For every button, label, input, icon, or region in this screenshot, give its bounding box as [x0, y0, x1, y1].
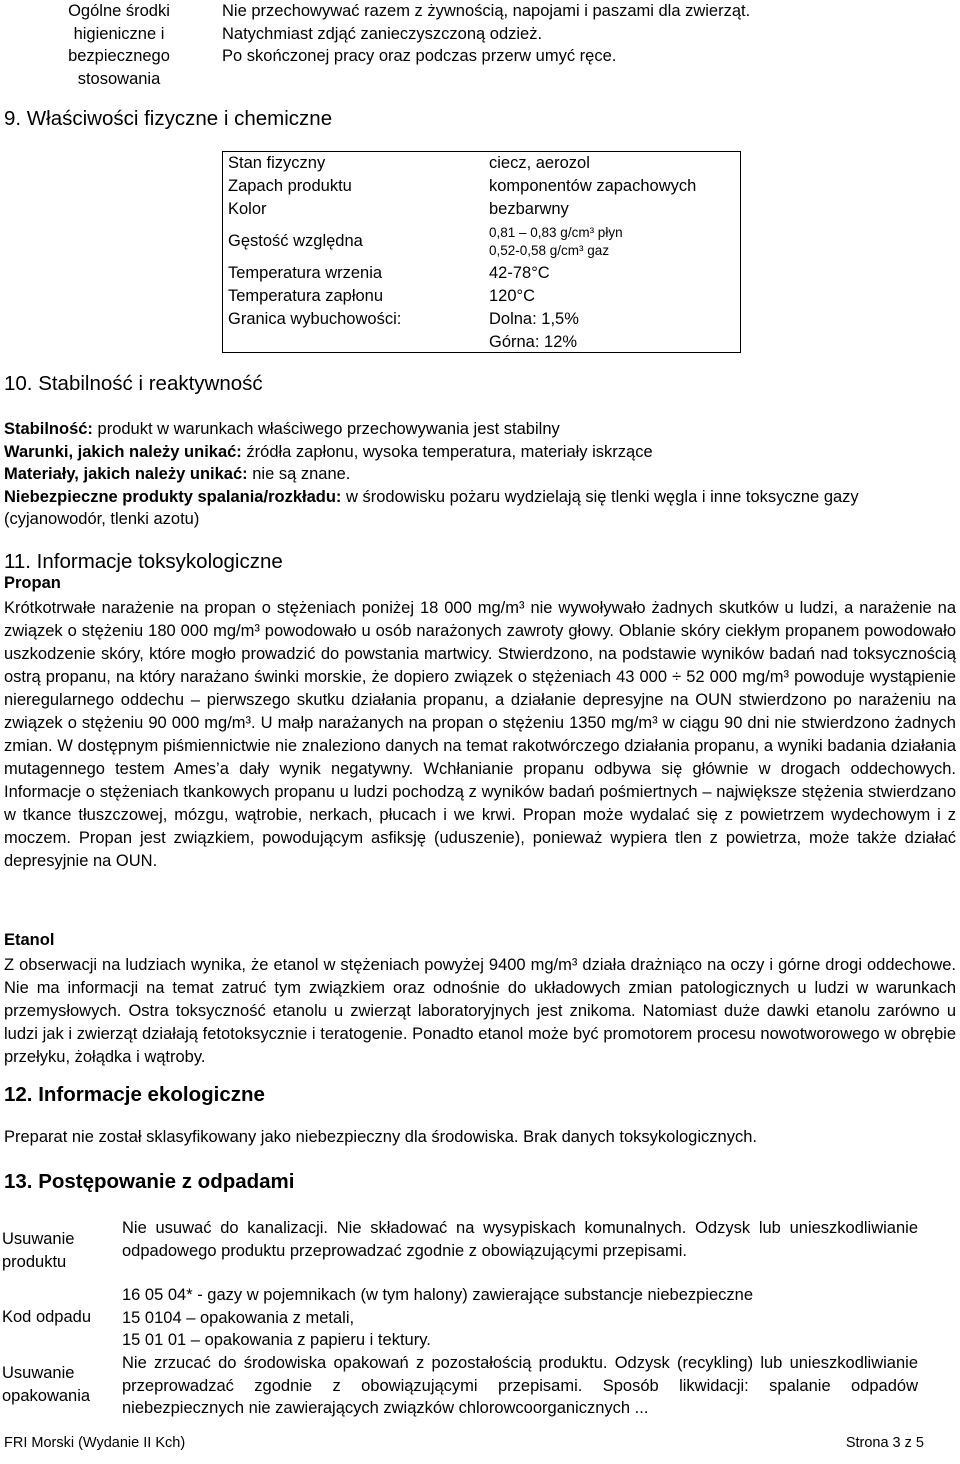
hygiene-label: Ogólne środki higieniczne i bezpiecznego stosowania: [68, 2, 170, 88]
property-value: Górna: 12%: [489, 333, 578, 351]
etanol-title: Etanol: [4, 931, 55, 949]
disposal-product-label: Usuwanie produktu: [2, 1230, 75, 1271]
property-value: Dolna: 1,5%: [489, 310, 579, 328]
property-key: Stan fizyczny: [228, 154, 326, 172]
propan-text: Krótkotrwałe narażenie na propan o stężeniach poniżej 18 000 mg/m³ nie wywoływało żadnych skutków u ludzi, a narażenie na związek o stężeniu 180 000 mg/m³ powodowało u osób narażonych zawroty głowy. Oblanie skóry ciekłym propanem powodowało uszkodzenie skóry, które mogło prowadzić do powstania martwicy. Stwierdzono, na podstawie wyników badań nad toksycznością ostrą propanu, na który narażano świnki morskie, że dopiero związek o stężeniach 43 000 ÷ 52 000 mg/m³ powoduje wystąpienie nieregularnego oddechu – pierwszego skutku działania propanu, a działanie depresyjne na OUN stwierdzono po narażeniu na związek o stężeniu 90 000 mg/m³. U małp narażanych na propan o stężeniu 1350 mg/m³ w ciągu 90 dni nie stwierdzono żadnych zmian. W dostępnym piśmiennictwie nie znaleziono danych na temat rakotwórczego działania propanu, a wyniki badania działania mutagennego testem Ames’a dały wynik negatywny. Wchłanianie propanu odbywa się głównie w drogach oddechowych. Informacje o stężeniach tkankowych propanu u ludzi pochodzą z wyników badań pośmiertnych – największe stężenia stwierdzano w tkance tłuszczowej, mózgu, wątrobie, nerkach, płucach i we krwi. Propan może wydalać się z powietrzem wydechowym i z moczem. Propan jest związkiem, powodującym asfiksję (uduszenie), ponieważ wypiera tlen z powietrza, może także działać depresyjnie na OUN.: [4, 599, 956, 870]
hazardous-label: Niebezpieczne produkty spalania/rozkładu:: [4, 487, 342, 506]
stability-text: produkt w warunkach właściwego przechowywania jest stabilny: [92, 420, 560, 438]
etanol-text: Z obserwacji na ludziach wynika, że etanol w stężeniach powyżej 9400 mg/m³ działa drażniąco na oczy i górne drogi oddechowe. Nie ma informacji na temat zatruć tym związkiem oraz odnośnie do układowych zmian patologicznych u ludzi w warunkach przemysłowych. Ostra toksyczność etanolu u zwierząt laboratoryjnych jest znikoma. Natomiast duże dawki etanolu zarówno u ludzi jak i zwierząt działają fetotoksycznie i teratogenie. Ponadto etanol może być promotorem procesu nowotworowego w obrębie przełyku, żołądka i wątroby.: [4, 956, 956, 1066]
hygiene-line: Po skończonej pracy oraz podczas przerw umyć ręce.: [222, 47, 617, 65]
stability-line: [4, 418, 956, 441]
hygiene-line: Natychmiast zdjąć zanieczyszczoną odzież.: [222, 24, 543, 43]
section-11-title: 11. Informacje toksykologiczne: [4, 550, 283, 573]
disposal-packaging-text: Nie zrzucać do środowiska opakowań z pozostałością produktu. Odzysk (recykling) lub unieszkodliwianie przeprowadzać zgodnie z obowiązującymi przepisami. Sposób likwidacji: spalanie odpadów niebezpiecznych nie zawierających związków chlorowcoorganicznych ...: [122, 1354, 918, 1417]
properties-table: [222, 151, 741, 353]
conditions-text: źródła zapłonu, wysoka temperatura, materiały iskrzące: [241, 442, 653, 461]
waste-code-item: 15 0104 – opakowania z metali,: [122, 1308, 355, 1327]
stability-label: Stabilność:: [4, 420, 93, 438]
property-key: Zapach produktu: [228, 177, 352, 195]
hazardous-line: [4, 486, 956, 531]
disposal-packaging-label: Usuwanie opakowania: [2, 1364, 91, 1405]
property-key: Temperatura zapłonu: [228, 287, 384, 305]
disposal-product-text: Nie usuwać do kanalizacji. Nie składować na wysypiskach komunalnych. Odzysk lub unieszkodliwianie odpadowego produktu przeprowadzać zgodnie z obowiązującymi przepisami.: [122, 1219, 918, 1260]
waste-code-list: [122, 1284, 918, 1352]
stability-block: [4, 418, 956, 531]
property-value: 0,81 – 0,83 g/cm³ płyn: [489, 225, 623, 240]
waste-code-item: 15 01 01 – opakowania z papieru i tektury.: [122, 1331, 431, 1349]
property-value: bezbarwny: [489, 200, 569, 218]
property-value: 120°C: [489, 287, 536, 305]
section-9-title: 9. Właściwości fizyczne i chemiczne: [4, 107, 333, 130]
conditions-label: Warunki, jakich należy unikać:: [4, 442, 242, 461]
property-value: 42-78°C: [489, 264, 550, 282]
page-footer: [4, 1435, 924, 1451]
section-12-text: Preparat nie został sklasyfikowany jako niebezpieczny dla środowiska. Brak danych toksykologicznych.: [4, 1128, 757, 1146]
property-value: ciecz, aerozol: [489, 154, 590, 172]
conditions-line: [4, 441, 956, 464]
property-key: Gęstość względna: [228, 232, 363, 250]
section-12-title: 12. Informacje ekologiczne: [4, 1083, 265, 1106]
propan-title: Propan: [4, 574, 61, 592]
footer-page-number: Strona 3 z 5: [845, 1435, 924, 1451]
section-13-title: 13. Postępowanie z odpadami: [4, 1170, 295, 1193]
property-key: Temperatura wrzenia: [228, 264, 383, 282]
materials-label: Materiały, jakich należy unikać:: [4, 465, 248, 483]
property-value: komponentów zapachowych: [489, 177, 697, 195]
waste-code-item: 16 05 04* - gazy w pojemnikach (w tym halony) zawierające substancje niebezpieczne: [122, 1286, 753, 1304]
materials-line: [4, 463, 956, 486]
waste-code-label: Kod odpadu: [2, 1308, 92, 1326]
materials-text: nie są znane.: [247, 465, 351, 483]
property-key: Granica wybuchowości:: [228, 310, 402, 328]
footer-document-id: FRI Morski (Wydanie II Kch): [4, 1435, 186, 1451]
property-value-secondary: 0,52-0,58 g/cm³ gaz: [489, 243, 610, 258]
hygiene-lines: [222, 0, 750, 68]
section-10-title: 10. Stabilność i reaktywność: [4, 372, 263, 395]
property-key: Kolor: [228, 200, 267, 218]
hygiene-line: Nie przechowywać razem z żywnością, napojami i paszami dla zwierząt.: [222, 2, 751, 20]
hazardous-text: w środowisku pożaru wydzielają się tlenki węgla i inne toksyczne gazy (cyjanowodór, tlenki azotu): [4, 487, 859, 528]
